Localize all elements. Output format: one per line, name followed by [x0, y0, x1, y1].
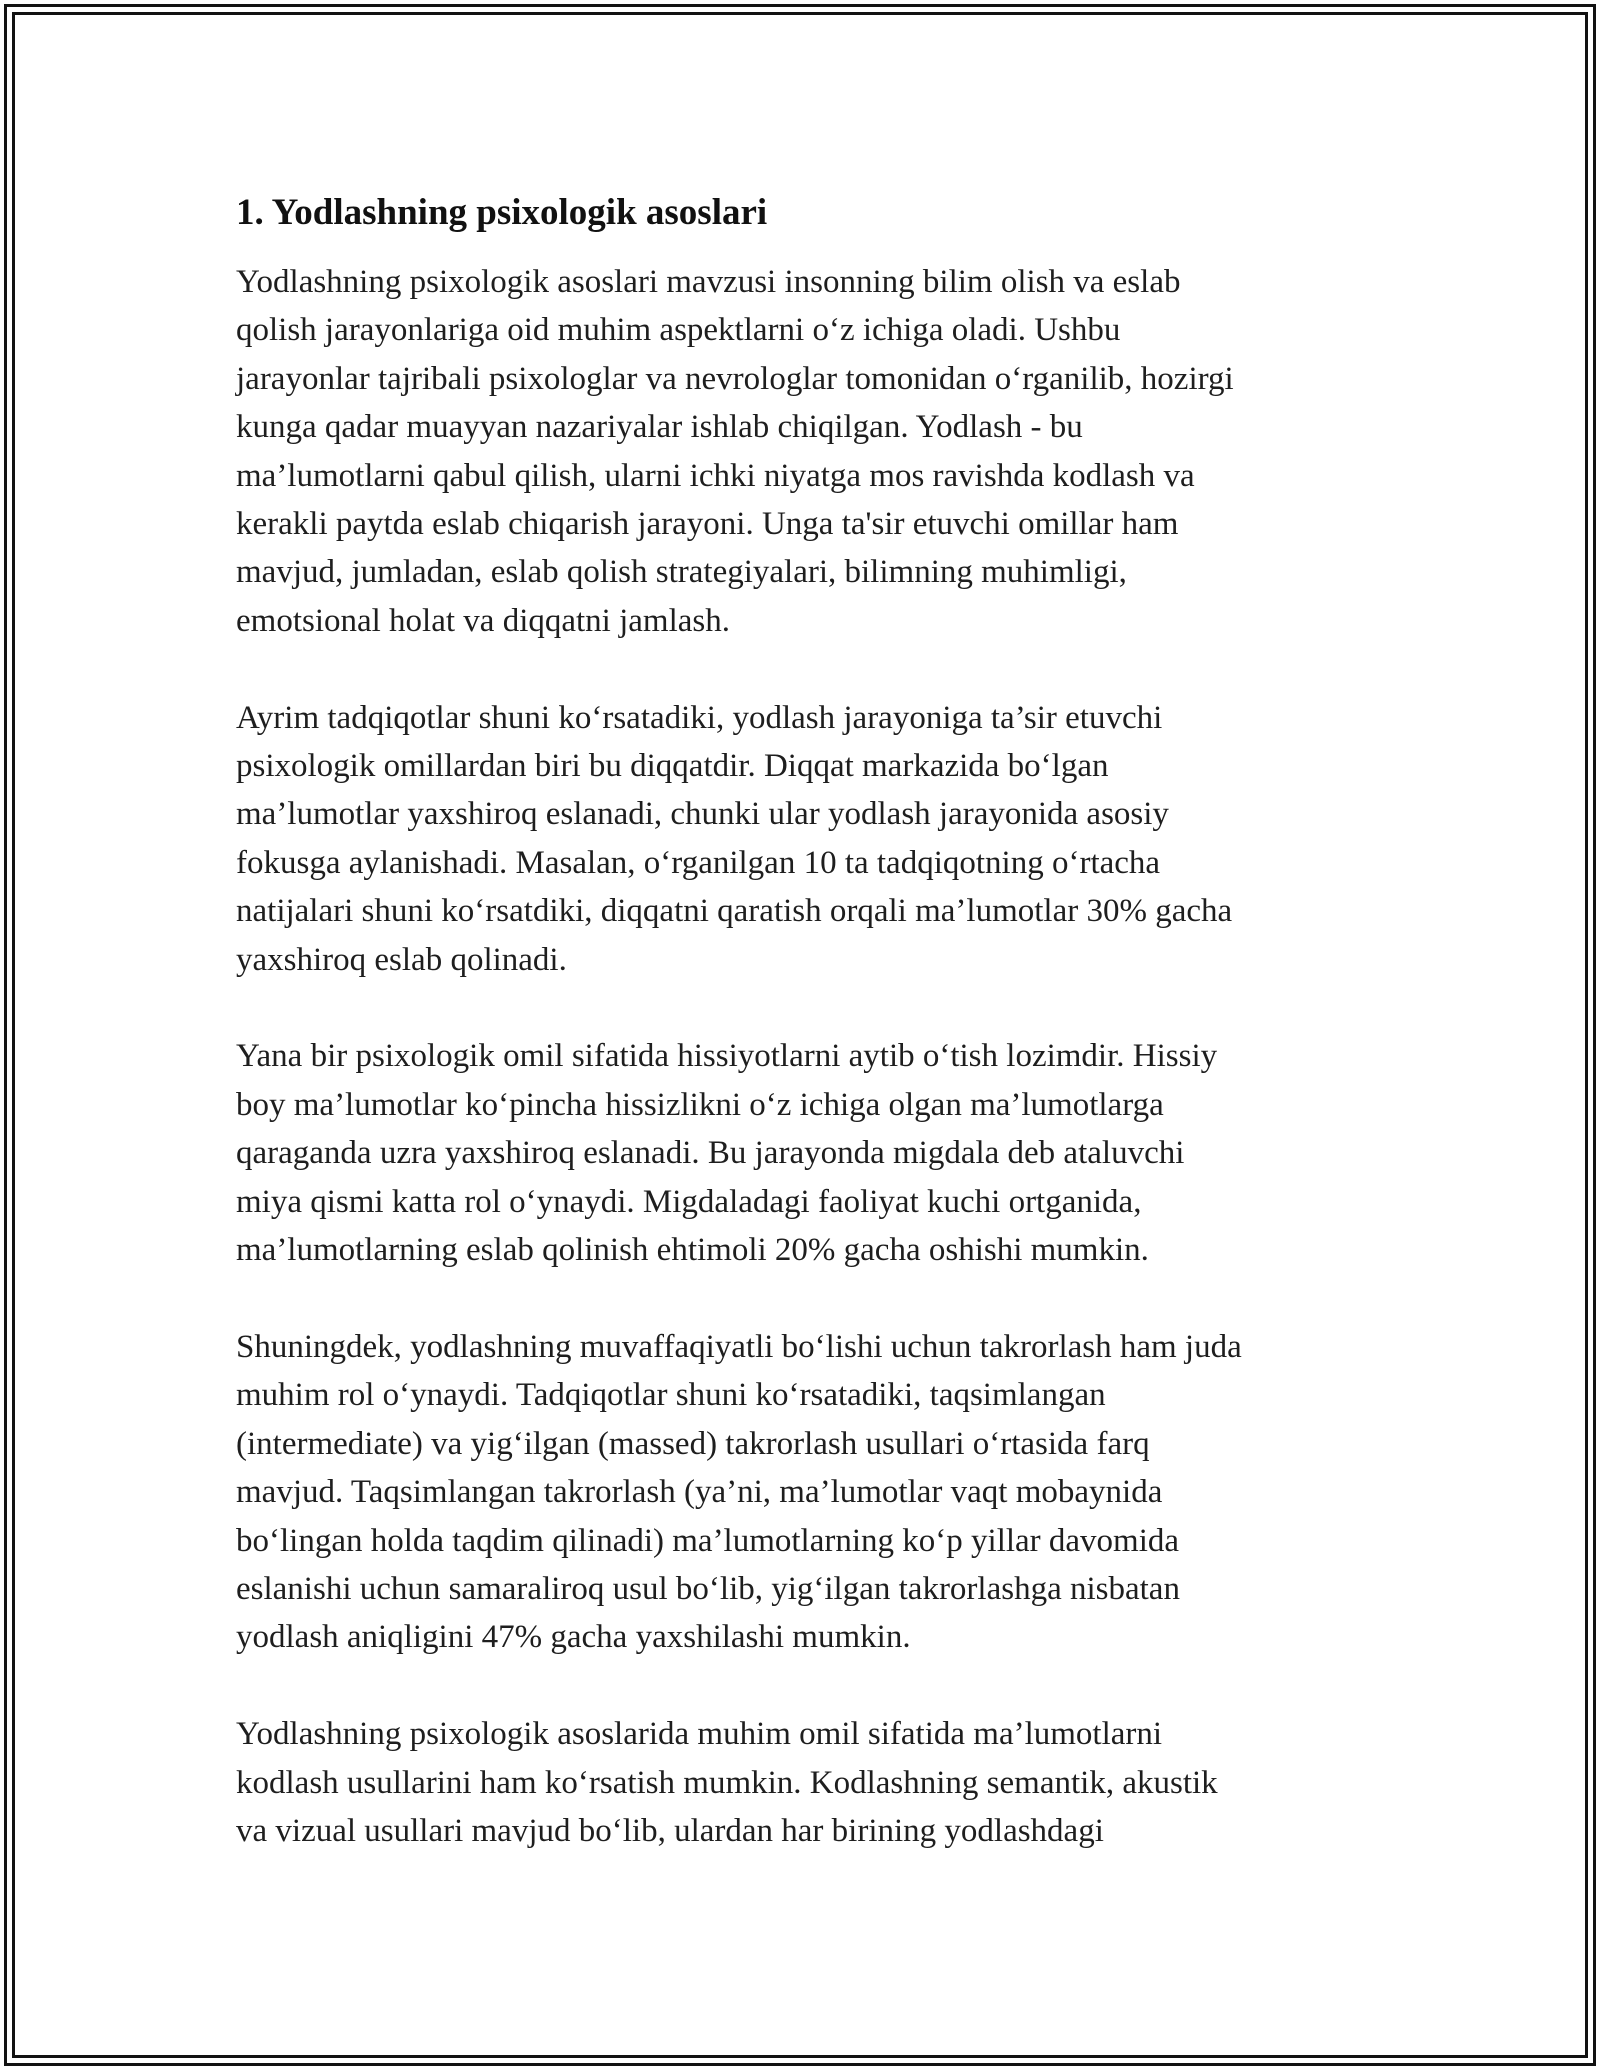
text-line: mavjud, jumladan, eslab qolish strategiyalari, bilimning muhimligi,: [236, 554, 1127, 591]
text-line: eslanishi uchun samaraliroq usul bo‘lib, yig‘ilgan takrorlashga nisbatan: [236, 1570, 1180, 1607]
text-line: qaraganda uzra yaxshiroq eslanadi. Bu jarayonda migdala deb ataluvchi: [236, 1135, 1185, 1172]
text-line: fokusga aylanishadi. Masalan, o‘rganilgan 10 ta tadqiqotning o‘rtacha: [236, 844, 1161, 881]
text-line: Yana bir psixologik omil sifatida hissiyotlarni aytib o‘tish lozimdir. Hissiy: [236, 1038, 1218, 1075]
paragraph-2: [236, 694, 1366, 984]
text-line: yaxshiroq eslab qolinadi.: [236, 941, 567, 978]
text-line: kunga qadar muayyan nazariyalar ishlab chiqilgan. Yodlash - bu: [236, 409, 1083, 446]
text-line: emotsional holat va diqqatni jamlash.: [236, 602, 730, 639]
text-line: Shuningdek, yodlashning muvaffaqiyatli bo‘lishi uchun takrorlash ham juda: [236, 1328, 1242, 1365]
text-line: ma’lumotlarni qabul qilish, ularni ichki niyatga mos ravishda kodlash va: [236, 457, 1195, 494]
text-line: jarayonlar tajribali psixologlar va nevrologlar tomonidan o‘rganilib, hozirgi: [236, 360, 1234, 397]
text-line: mavjud. Taqsimlangan takrorlash (ya’ni, ma’lumotlar vaqt mobaynida: [236, 1474, 1163, 1511]
text-line: Yodlashning psixologik asoslarida muhim omil sifatida ma’lumotlarni: [236, 1716, 1163, 1753]
text-line: ma’lumotlar yaxshiroq eslanadi, chunki ular yodlash jarayonida asosiy: [236, 796, 1169, 833]
text-line: va vizual usullari mavjud bo‘lib, ulardan har birining yodlashdagi: [236, 1812, 1104, 1849]
paragraph-5: [236, 1710, 1366, 1855]
section-heading: 1. Yodlashning psixologik asoslari: [236, 192, 768, 233]
text-line: qolish jarayonlariga oid muhim aspektlarni o‘z ichiga oladi. Ushbu: [236, 312, 1121, 349]
text-line: muhim rol o‘ynaydi. Tadqiqotlar shuni ko‘rsatadiki, taqsimlangan: [236, 1377, 1106, 1414]
text-line: Ayrim tadqiqotlar shuni ko‘rsatadiki, yodlash jarayoniga ta’sir etuvchi: [236, 699, 1163, 736]
document-body: [236, 188, 1366, 1855]
text-line: kodlash usullarini ham ko‘rsatish mumkin. Kodlashning semantik, akustik: [236, 1764, 1218, 1801]
text-line: kerakli paytda eslab chiqarish jarayoni. Unga ta'sir etuvchi omillar ham: [236, 506, 1179, 543]
text-line: miya qismi katta rol o‘ynaydi. Migdaladagi faoliyat kuchi ortganida,: [236, 1183, 1142, 1220]
text-line: natijalari shuni ko‘rsatdiki, diqqatni qaratish orqali ma’lumotlar 30% gacha: [236, 893, 1233, 930]
paragraph-4: [236, 1323, 1366, 1662]
text-line: Yodlashning psixologik asoslari mavzusi insonning bilim olish va eslab: [236, 264, 1181, 300]
paragraph-3: [236, 1032, 1366, 1274]
paragraph-1: [236, 258, 1366, 645]
text-line: (intermediate) va yig‘ilgan (massed) takrorlash usullari o‘rtasida farq: [236, 1425, 1150, 1462]
text-line: yodlash aniqligini 47% gacha yaxshilashi mumkin.: [236, 1619, 911, 1656]
text-line: ma’lumotlarning eslab qolinish ehtimoli 20% gacha oshishi mumkin.: [236, 1232, 1149, 1269]
text-line: psixologik omillardan biri bu diqqatdir. Diqqat markazida bo‘lgan: [236, 748, 1109, 785]
text-line: boy ma’lumotlar ko‘pincha hissizlikni o‘z ichiga olgan ma’lumotlarga: [236, 1086, 1164, 1123]
text-line: bo‘lingan holda taqdim qilinadi) ma’lumotlarning ko‘p yillar davomida: [236, 1522, 1180, 1559]
